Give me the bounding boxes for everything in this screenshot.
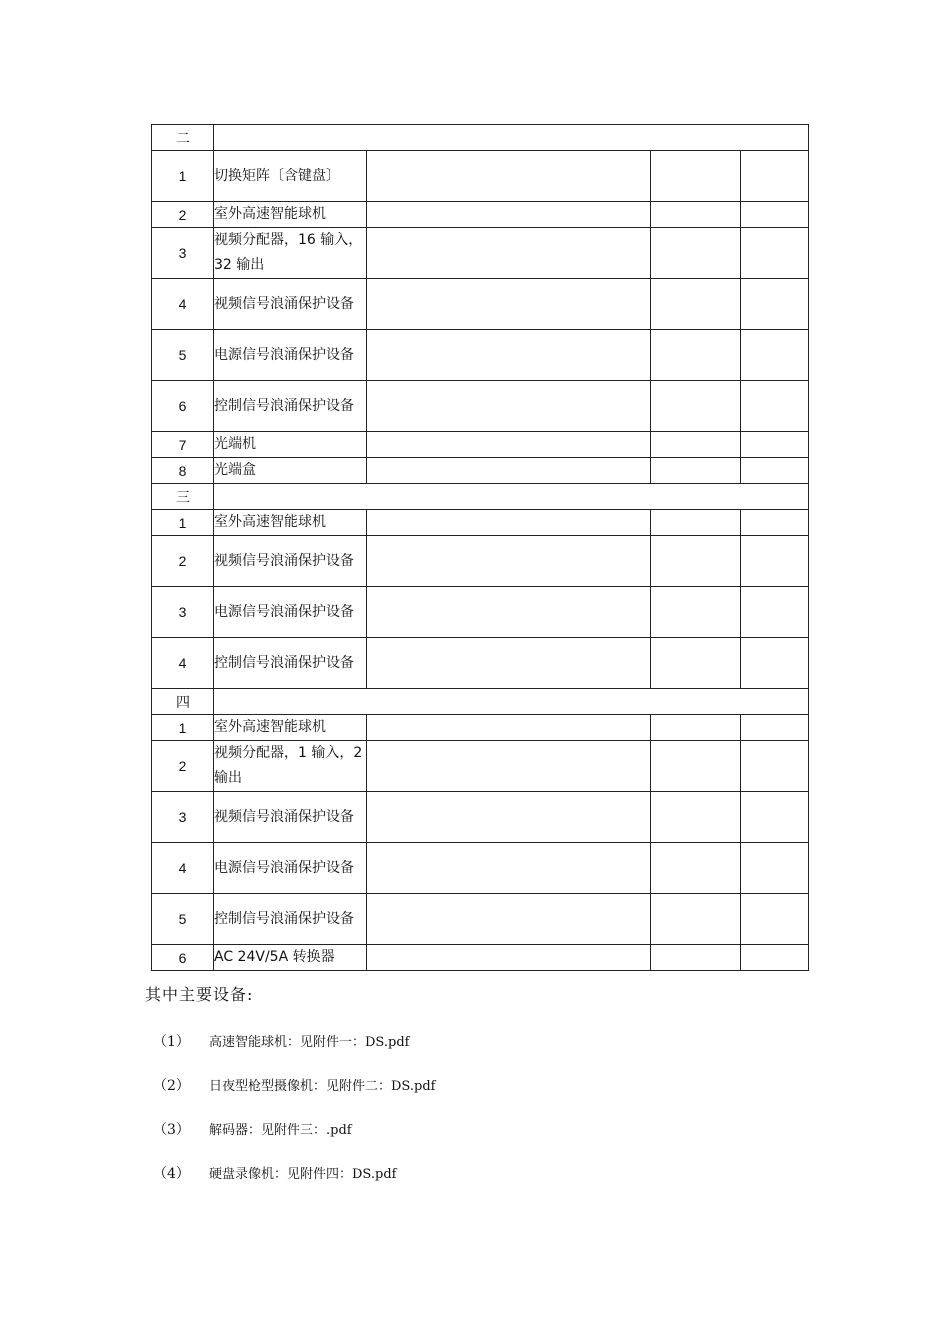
empty-cell (367, 894, 651, 945)
empty-cell (367, 638, 651, 689)
notes-item-text: 硬盘录像机：见附件四：DS.pdf (209, 1167, 397, 1182)
row-number: 2 (152, 536, 214, 587)
table-row (152, 894, 809, 945)
empty-cell (651, 381, 741, 432)
equipment-name: 视频信号浪涌保护设备 (214, 536, 367, 587)
empty-cell (651, 536, 741, 587)
table-row (152, 381, 809, 432)
notes-item (145, 1163, 435, 1207)
notes-list (145, 1031, 435, 1207)
equipment-table-body (152, 125, 809, 971)
empty-cell (741, 510, 809, 536)
section-label: 二 (152, 125, 214, 151)
empty-cell (741, 894, 809, 945)
equipment-name: 室外高速智能球机 (214, 715, 367, 741)
table-row (152, 792, 809, 843)
equipment-name: 视频信号浪涌保护设备 (214, 792, 367, 843)
row-number: 4 (152, 638, 214, 689)
main-equipment-notes (145, 982, 435, 1207)
empty-cell (651, 715, 741, 741)
section-label: 三 (152, 484, 214, 510)
notes-item-index: （1） (153, 1034, 190, 1050)
empty-cell (741, 279, 809, 330)
row-number: 3 (152, 792, 214, 843)
equipment-name: 电源信号浪涌保护设备 (214, 330, 367, 381)
empty-cell (741, 792, 809, 843)
equipment-name: 切换矩阵〔含键盘〕 (214, 151, 367, 202)
empty-cell (741, 536, 809, 587)
row-number: 1 (152, 715, 214, 741)
row-number: 1 (152, 510, 214, 536)
section-empty-cell (214, 125, 809, 151)
table-row (152, 945, 809, 971)
empty-cell (741, 843, 809, 894)
empty-cell (741, 330, 809, 381)
empty-cell (651, 432, 741, 458)
table-row (152, 741, 809, 792)
empty-cell (651, 510, 741, 536)
row-number: 4 (152, 843, 214, 894)
row-number: 5 (152, 330, 214, 381)
row-number: 4 (152, 279, 214, 330)
row-number: 7 (152, 432, 214, 458)
empty-cell (367, 330, 651, 381)
row-number: 6 (152, 945, 214, 971)
empty-cell (651, 228, 741, 279)
equipment-name: 控制信号浪涌保护设备 (214, 381, 367, 432)
empty-cell (367, 432, 651, 458)
empty-cell (651, 330, 741, 381)
notes-heading: 其中主要设备: (145, 985, 254, 1004)
notes-item (145, 1119, 435, 1163)
equipment-name: 光端盒 (214, 458, 367, 484)
empty-cell (651, 741, 741, 792)
empty-cell (651, 792, 741, 843)
notes-item (145, 1031, 435, 1075)
row-number: 5 (152, 894, 214, 945)
empty-cell (741, 432, 809, 458)
table-row (152, 228, 809, 279)
table-row (152, 432, 809, 458)
equipment-name: AC 24V/5A 转换器 (214, 945, 367, 971)
empty-cell (651, 279, 741, 330)
equipment-name: 视频分配器，16 输入，32 输出 (214, 228, 367, 279)
equipment-name: 控制信号浪涌保护设备 (214, 638, 367, 689)
equipment-table (151, 124, 809, 971)
empty-cell (367, 151, 651, 202)
equipment-name: 室外高速智能球机 (214, 510, 367, 536)
empty-cell (651, 587, 741, 638)
equipment-name: 控制信号浪涌保护设备 (214, 894, 367, 945)
table-row (152, 536, 809, 587)
empty-cell (741, 228, 809, 279)
table-row (152, 715, 809, 741)
empty-cell (367, 715, 651, 741)
equipment-name: 电源信号浪涌保护设备 (214, 843, 367, 894)
row-number: 2 (152, 202, 214, 228)
table-row (152, 202, 809, 228)
empty-cell (367, 510, 651, 536)
section-empty-cell (214, 484, 809, 510)
empty-cell (741, 458, 809, 484)
table-row (152, 587, 809, 638)
equipment-name: 视频信号浪涌保护设备 (214, 279, 367, 330)
table-row (152, 151, 809, 202)
empty-cell (367, 279, 651, 330)
table-row (152, 330, 809, 381)
empty-cell (367, 536, 651, 587)
empty-cell (367, 945, 651, 971)
empty-cell (651, 843, 741, 894)
equipment-name: 光端机 (214, 432, 367, 458)
empty-cell (651, 638, 741, 689)
table-row (152, 458, 809, 484)
row-number: 3 (152, 228, 214, 279)
empty-cell (367, 741, 651, 792)
empty-cell (741, 151, 809, 202)
empty-cell (367, 843, 651, 894)
section-header-row (152, 484, 809, 510)
empty-cell (741, 587, 809, 638)
row-number: 2 (152, 741, 214, 792)
empty-cell (367, 587, 651, 638)
equipment-name: 电源信号浪涌保护设备 (214, 587, 367, 638)
empty-cell (367, 228, 651, 279)
empty-cell (741, 715, 809, 741)
table-row (152, 510, 809, 536)
section-header-row (152, 689, 809, 715)
empty-cell (367, 792, 651, 843)
table-row (152, 638, 809, 689)
empty-cell (741, 741, 809, 792)
section-empty-cell (214, 689, 809, 715)
empty-cell (741, 945, 809, 971)
empty-cell (651, 945, 741, 971)
empty-cell (741, 381, 809, 432)
empty-cell (367, 381, 651, 432)
empty-cell (741, 202, 809, 228)
section-header-row (152, 125, 809, 151)
empty-cell (651, 151, 741, 202)
empty-cell (367, 202, 651, 228)
section-label: 四 (152, 689, 214, 715)
notes-item-text: 日夜型枪型摄像机：见附件二：DS.pdf (209, 1079, 436, 1094)
equipment-name: 视频分配器，1 输入，2 输出 (214, 741, 367, 792)
notes-item-text: 高速智能球机：见附件一：DS.pdf (209, 1035, 410, 1050)
empty-cell (651, 202, 741, 228)
notes-item-index: （3） (153, 1122, 190, 1138)
notes-item (145, 1075, 435, 1119)
table-row (152, 843, 809, 894)
empty-cell (367, 458, 651, 484)
notes-item-text: 解码器：见附件三：.pdf (209, 1123, 352, 1138)
equipment-name: 室外高速智能球机 (214, 202, 367, 228)
row-number: 6 (152, 381, 214, 432)
empty-cell (651, 458, 741, 484)
table-row (152, 279, 809, 330)
row-number: 1 (152, 151, 214, 202)
empty-cell (651, 894, 741, 945)
notes-item-index: （4） (153, 1166, 190, 1182)
row-number: 8 (152, 458, 214, 484)
row-number: 3 (152, 587, 214, 638)
notes-item-index: （2） (153, 1078, 190, 1094)
empty-cell (741, 638, 809, 689)
